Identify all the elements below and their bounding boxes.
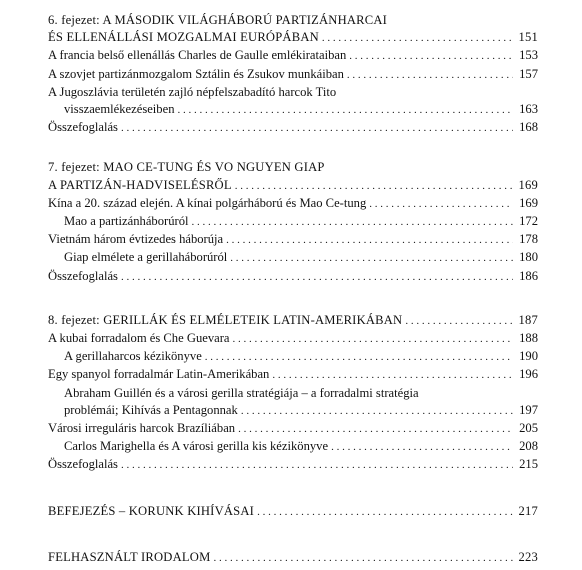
toc-entry-page: 196 [519,367,538,382]
toc-entry-text: A francia belső ellenállás Charles de Gaulle emlékirataiban [48,48,347,63]
toc-entry-text: A gerillaharcos kézikönyve [64,349,202,364]
dot-leader [369,196,513,213]
toc-entry[interactable] [48,366,538,384]
dot-leader [347,67,513,84]
dot-leader [230,250,513,267]
toc-entry-page: 163 [519,102,538,117]
dot-leader [178,102,514,119]
chapter-7-page: 169 [518,177,538,192]
toc-entry-page: 153 [519,48,538,63]
bibliography-text: FELHASZNÁLT IRODALOM [48,549,211,564]
chapter-8-title-text: 8. fejezet: GERILLÁK ÉS ELMÉLETEIK LATIN-AMERIKÁBAN [48,312,403,327]
toc-entry-text: Összefoglalás [48,120,118,135]
dot-leader [238,421,513,438]
conclusion-page: 217 [518,503,538,518]
toc-entry-page: 197 [519,402,538,417]
toc-entry[interactable] [48,195,538,213]
dot-leader [121,457,513,474]
dot-leader [205,349,513,366]
toc-entry-text: problémái; Kihívás a Pentagonnak [64,402,238,417]
dot-leader [192,214,514,231]
toc-conclusion[interactable] [48,503,538,521]
bibliography-page: 223 [518,549,538,564]
table-of-contents [48,12,538,567]
dot-leader [121,120,513,137]
chapter-6-title-line-1: 6. fejezet: A MÁSODIK VILÁGHÁBORÚ PARTIZÁNHARCAI [48,13,388,27]
toc-entry-guillen-line-1: Abraham Guillén és a városi gerilla stratégiája – a forradalmi stratégia [64,385,419,400]
toc-entry-text: Giap elmélete a gerillaháborúról [64,250,228,265]
dot-leader [272,367,513,384]
toc-entry-page: 190 [519,349,538,364]
toc-entry-text: Carlos Marighella és A városi gerilla kis kézikönyve [64,439,329,454]
dot-leader [331,439,513,456]
toc-entry[interactable] [48,330,538,348]
toc-entry-page: 208 [519,439,538,454]
toc-entry-text: Mao a partizánháborúról [64,214,189,229]
toc-entry[interactable] [48,213,538,231]
toc-entry[interactable] [48,231,538,249]
chapter-8-title[interactable] [48,312,538,330]
toc-entry-page: 188 [519,331,538,346]
dot-leader [233,331,514,348]
toc-entry-text: Kína a 20. század elején. A kínai polgárháború és Mao Ce-tung [48,195,367,210]
toc-entry-page: 180 [519,250,538,265]
toc-entry[interactable] [48,47,538,65]
dot-leader [226,232,513,249]
toc-entry-text: Vietnám három évtizedes háborúja [48,232,224,247]
toc-entry-page: 172 [519,214,538,229]
chapter-7-title-text: A PARTIZÁN-HADVISELÉSRŐL [48,177,232,192]
chapter-8-page: 187 [518,312,538,327]
toc-entry[interactable] [48,348,538,366]
toc-entry-summary[interactable] [48,456,538,474]
dot-leader [349,48,513,65]
toc-entry-page: 169 [519,195,538,210]
toc-entry[interactable] [48,66,538,84]
toc-entry[interactable] [48,249,538,267]
toc-entry[interactable] [48,420,538,438]
toc-entry-text: A kubai forradalom és Che Guevara [48,331,230,346]
toc-entry-page: 168 [519,120,538,135]
toc-entry-page: 157 [519,66,538,81]
dot-leader [235,178,513,195]
toc-entry-text: Összefoglalás [48,457,118,472]
dot-leader [121,269,513,286]
toc-entry-summary[interactable] [48,268,538,286]
conclusion-text: BEFEJEZÉS – KORUNK KIHÍVÁSAI [48,503,255,518]
dot-leader [257,504,513,521]
dot-leader [322,30,513,47]
toc-entry-summary[interactable] [48,119,538,137]
toc-entry[interactable] [48,101,538,119]
chapter-6-title-line-2[interactable] [48,29,538,47]
toc-entry[interactable] [48,438,538,456]
toc-entry[interactable] [48,402,538,420]
toc-entry-yugoslavia-line-1: A Jugoszlávia területén zajló népfelszabadító harcok Tito [48,84,337,99]
toc-entry-page: 205 [519,421,538,436]
toc-entry-text: Egy spanyol forradalmár Latin-Amerikában [48,367,270,382]
toc-entry-text: Városi irreguláris harcok Brazíliában [48,421,236,436]
toc-entry-page: 215 [519,457,538,472]
toc-entry-text: A szovjet partizánmozgalom Sztálin és Zsukov munkáiban [48,66,344,81]
dot-leader [241,403,513,420]
chapter-7-title-line-1: 7. fejezet: MAO CE-TUNG ÉS VO NGUYEN GIAP [48,160,325,175]
toc-entry-text: visszaemlékezéseiben [64,102,175,117]
toc-entry-page: 178 [519,232,538,247]
dot-leader [405,313,513,330]
toc-entry-page: 186 [519,268,538,283]
toc-entry-text: Összefoglalás [48,268,118,283]
toc-bibliography[interactable] [48,549,538,567]
dot-leader [213,550,513,567]
chapter-6-title-text: ÉS ELLENÁLLÁSI MOZGALMAI EURÓPÁBAN [48,30,319,45]
chapter-7-title-line-2[interactable] [48,177,538,195]
chapter-6-page: 151 [518,30,538,45]
